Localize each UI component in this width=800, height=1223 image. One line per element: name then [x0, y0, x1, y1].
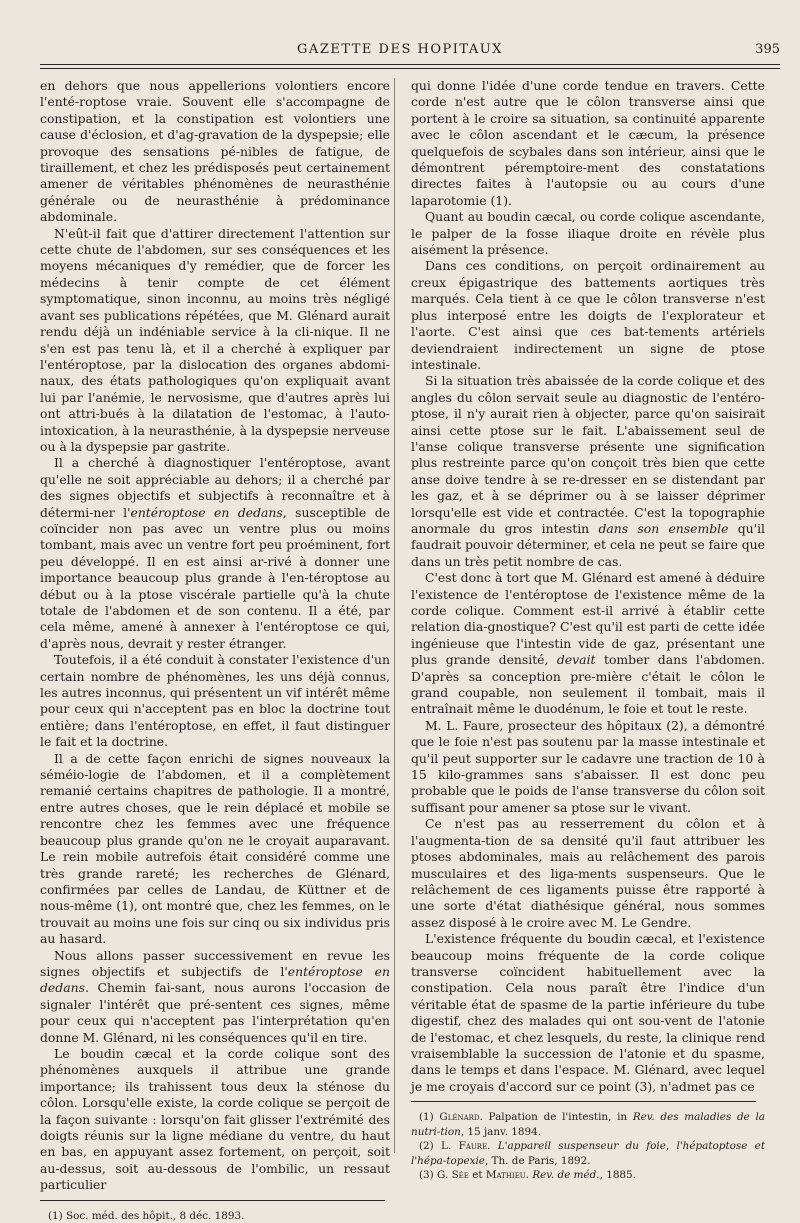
- paragraph-text: Si la situation très abaissée de la corde colique et des angles du côlon servait seule au diagnostic de l'entéro-ptose, il n'y aurait rien à objecter, parce qu'on saisirait ainsi cette ptose sur le fait. L'abaissement seul de l'anse colique transverse présente une signification plus restreinte parce qu'on conçoit très bien que cette anse doive tendre à se re-dresser en se distendant par les gaz, et à se déprimer ou à se laisser déprimer lorsqu'elle est vide et contractée. C'est la topographie anormale du gros intestin: [411, 373, 765, 536]
- footnote: [411, 1139, 765, 1168]
- header-rule-top: [40, 64, 780, 65]
- footnotes: [411, 1110, 765, 1183]
- paragraph: en dehors que nous appellerions volontiers encore l'enté-roptose vraie. Souvent elle s'accompagne de constipation, et la constipation est volontiers une cause d'éclosion, et d'ag-gravation de la dyspepsie; elle provoque des sensations pé-nibles de fatigue, de tiraillement, et chez les prédisposés peut certainement amener de véritables phénomènes de neurasthénie générale ou de neurasthénie à prédominance abdominale.: [40, 78, 390, 225]
- paragraph: N'eût-il fait que d'attirer directement l'attention sur cette chute de l'abdomen, sur ses conséquences et les moyens mécaniques d'y remédier, que de forcer les médecins à tenir compte de cet élément symptomatique, sinon inconnu, au moins très négligé avant ses publications répétées, que M. Glénard aurait rendu déjà un indéniable service à la cli-nique. Il ne s'en est pas tenu là, et il a cherché à expliquer par l'entéroptose, par la dislocation des organes abdomi-naux, des états pathologiques qu'on expliquait avant lui par l'anémie, le nervosisme, que d'autres après lui ont attri-bués à la dilatation de l'estomac, à l'auto-intoxication, à la neurasthénie, à la dyspepsie nerveuse ou à la dyspepsie par gastrite.: [40, 225, 390, 454]
- footnote-author: Faure: [458, 1140, 488, 1153]
- paragraph-text: qu'il faudrait pouvoir déterminer, et cela ne peut se faire que dans un très petit nombre de cas.: [411, 520, 765, 569]
- footnotes: [40, 1209, 390, 1223]
- footnote: [411, 1168, 765, 1183]
- paragraph-text: C'est donc à tort que M. Glénard est amené à déduire l'existence de l'entéroptose de l'existence même de la corde colique. Comment est-il arrivé à établir cette relation dia-gnostique? C'est qu'il est parti de cette idée ingénieuse que l'intestin vide de gaz, présentant une plus grande densité,: [411, 570, 765, 668]
- footnote-number: (3) G.: [419, 1169, 452, 1182]
- italic-term: dans son ensemble: [598, 520, 729, 536]
- footnote: [411, 1110, 765, 1139]
- footnote: (1) Soc. méd. des hôpit., 8 déc. 1893.: [48, 1209, 245, 1222]
- paragraph: [40, 455, 390, 652]
- paragraph-text: tomber dans l'abdomen. D'après sa conception pre-mière c'était le côlon le grand coupable, non seulement il tombait, mais il entraînait même le duodénum, le foie et tout le reste.: [411, 652, 765, 717]
- footnote-author: Glénard: [439, 1111, 480, 1124]
- paragraph-text: . Chemin fai-sant, nous aurons l'occasion de signaler l'intérêt que pré-sentent ces signes, même pour ceux qui n'acceptent pas l'interprétation qu'en donne M. Glénard, ni les conséquences qu'il en tire.: [40, 980, 390, 1045]
- right-column: [411, 78, 765, 1183]
- paragraph: [40, 948, 390, 1046]
- footnote-rule: [40, 1200, 385, 1201]
- footnote-sep: .: [525, 1169, 533, 1182]
- paragraph: Il a de cette façon enrichi de signes nouveaux la séméio-logie de l'abdomen, et il a complètement remanié certains chapitres de pathologie. Il a montré, entre autres choses, que le rein déplacé et mobile se rencontre chez les femmes avec une fréquence beaucoup plus grande qu'on ne le croyait auparavant. Le rein mobile autrefois était considéré comme une très grande rareté; les recherches de Glénard, confirmées par celles de Landau, de Küttner et de nous-même (1), ont montré que, chez les femmes, on le trouvait au moins une fois sur cinq ou six individus pris au hasard.: [40, 750, 390, 947]
- footnote-author: Sée: [451, 1169, 469, 1182]
- italic-term: devait: [556, 652, 596, 668]
- page-header: [0, 40, 800, 60]
- footnote-number: (2) L.: [419, 1140, 459, 1153]
- paragraph: Toutefois, il a été conduit à constater l'existence d'un certain nombre de phénomènes, les uns déjà connus, les autres inconnus, qui présentent un vif intérêt même pour ceux qui n'acceptent pas en bloc la doctrine tout entière; dans l'entéroptose, en effet, il faut distinguer le fait et la doctrine.: [40, 652, 390, 750]
- paragraph: qui donne l'idée d'une corde tendue en travers. Cette corde n'est autre que le côlon transverse ainsi que portent à le croire sa situation, sa continuité apparente avec le côlon ascendant et le cæcum, la présence quelquefois de scybales dans son intérieur, ainsi que le démontrent péremptoire-ment des constatations directes faites à l'autopsie ou au cours d'une laparotomie (1).: [411, 78, 765, 208]
- page-number: 395: [755, 42, 780, 57]
- paragraph: Dans ces conditions, on perçoit ordinairement au creux épigastrique des battements aortiques très marqués. Cela tient à ce que le côlon transverse n'est plus interposé entre les doigts de l'explorateur et l'aorte. C'est ainsi que ces bat-tements artériels deviendraient indirectement un signe de ptose intestinale.: [411, 258, 765, 372]
- footnote-text: , 1885.: [599, 1169, 636, 1182]
- paragraph: L'existence fréquente du boudin cæcal, et l'existence beaucoup moins fréquente de la corde colique transverse coïncident habituellement avec la constipation. Cela nous paraît être l'indice d'un véritable état de spasme de la partie inférieure du tube digestif, chez des malades qui ont sou-vent de l'atonie de l'estomac, et chez lesquels, du reste, la clinique rend vraisemblable la succession de l'atonie et du spasme, dans le temps et dans l'espace. M. Glénard, avec lequel je me croyais d'accord sur ce point (3), n'admet pas ce: [411, 931, 765, 1094]
- footnote-rule: [411, 1101, 756, 1102]
- paragraph: Ce n'est pas au resserrement du côlon et à l'augmenta-tion de sa densité qu'il faut attribuer les ptoses abdominales, mais au relâchement des parois musculaires et des liga-ments suspenseurs. Que le relâchement de ces ligaments puisse être rapporté à une sorte d'état diathésique général, nous sommes assez disposé à le croire avec M. Le Gendre.: [411, 816, 765, 930]
- paragraph-text: Il a cherché à diagnostiquer l'entéroptose, avant qu'elle ne soit appréciable au dehors; il a cherché par des signes objectifs et subjectifs à reconnaître et à détermi-ner l': [40, 455, 390, 520]
- footnote-source: Rev. de méd.: [532, 1169, 600, 1182]
- paragraph: M. L. Faure, prosecteur des hôpitaux (2), a démontré que le foie n'est pas soutenu par la masse intestinale et qu'il peut supporter sur le cadavre une traction de 10 à 15 kilo-grammes sans s'abaisser. Il est donc peu probable que le poids de l'anse transverse du côlon soit suffisant pour amener sa ptose sur le vivant.: [411, 717, 765, 815]
- paragraph: [411, 373, 765, 570]
- paragraph-text: , susceptible de coïncider non pas avec un ventre plus ou moins tombant, mais avec un ventre fort peu proéminent, fort peu développé. Il en est ainsi ar-rivé à donner une importance beaucoup plus grande à l'en-téroptose au début ou à la ptose viscérale partielle qu'à la chute totale de l'abdomen et de son contenu. Il a été, par cela même, amené à annexer à l'entéroptose ce qui, d'après nous, devrait y rester étranger.: [40, 504, 390, 651]
- footnote-number: (1): [419, 1111, 440, 1124]
- left-column: [40, 78, 390, 1223]
- paragraph-text: Nous allons passer successivement en revue les signes objectifs et subjectifs de l': [40, 947, 390, 979]
- column-separator: [394, 78, 395, 1153]
- paragraph: Quant au boudin cæcal, ou corde colique ascendante, le palper de la fosse iliaque droite en révèle plus aisément la présence.: [411, 209, 765, 258]
- footnote-text: . Palpation de l'intestin, in: [479, 1111, 633, 1124]
- footnote-source: Rev. des maladies de la nutri-tion: [411, 1111, 765, 1138]
- italic-term: entéroptose en dedans: [40, 963, 390, 996]
- footnote-text: et: [468, 1169, 486, 1182]
- journal-title: GAZETTE DES HOPITAUX: [297, 42, 503, 57]
- footnote-text: , 15 janv. 1894.: [460, 1125, 542, 1138]
- footnote-sep: .: [487, 1140, 498, 1153]
- footnote-text: , Th. de Paris, 1892.: [484, 1154, 591, 1167]
- paragraph: Le boudin cæcal et la corde colique sont des phénomènes auxquels il attribue une grande importance; ils trahissent tous deux la sténose du côlon. Lorsqu'elle existe, la corde colique se perçoit de la façon suivante : lorsqu'on fait glisser l'extrémité des doigts réunis sur la ligne médiane du ventre, du haut en bas, en appuyant assez fortement, on perçoit, soit au-dessus, soit au-dessous de l'ombilic, un ressaut particulier: [40, 1045, 390, 1193]
- italic-term: entéroptose en dedans: [130, 504, 283, 520]
- header-rule-bottom: [40, 68, 780, 69]
- paragraph: [411, 570, 765, 718]
- footnote-source: L'appareil suspenseur du foie, l'hépatoptose et l'hépa-topexie: [411, 1140, 766, 1167]
- footnote-author: Mathieu: [485, 1169, 526, 1182]
